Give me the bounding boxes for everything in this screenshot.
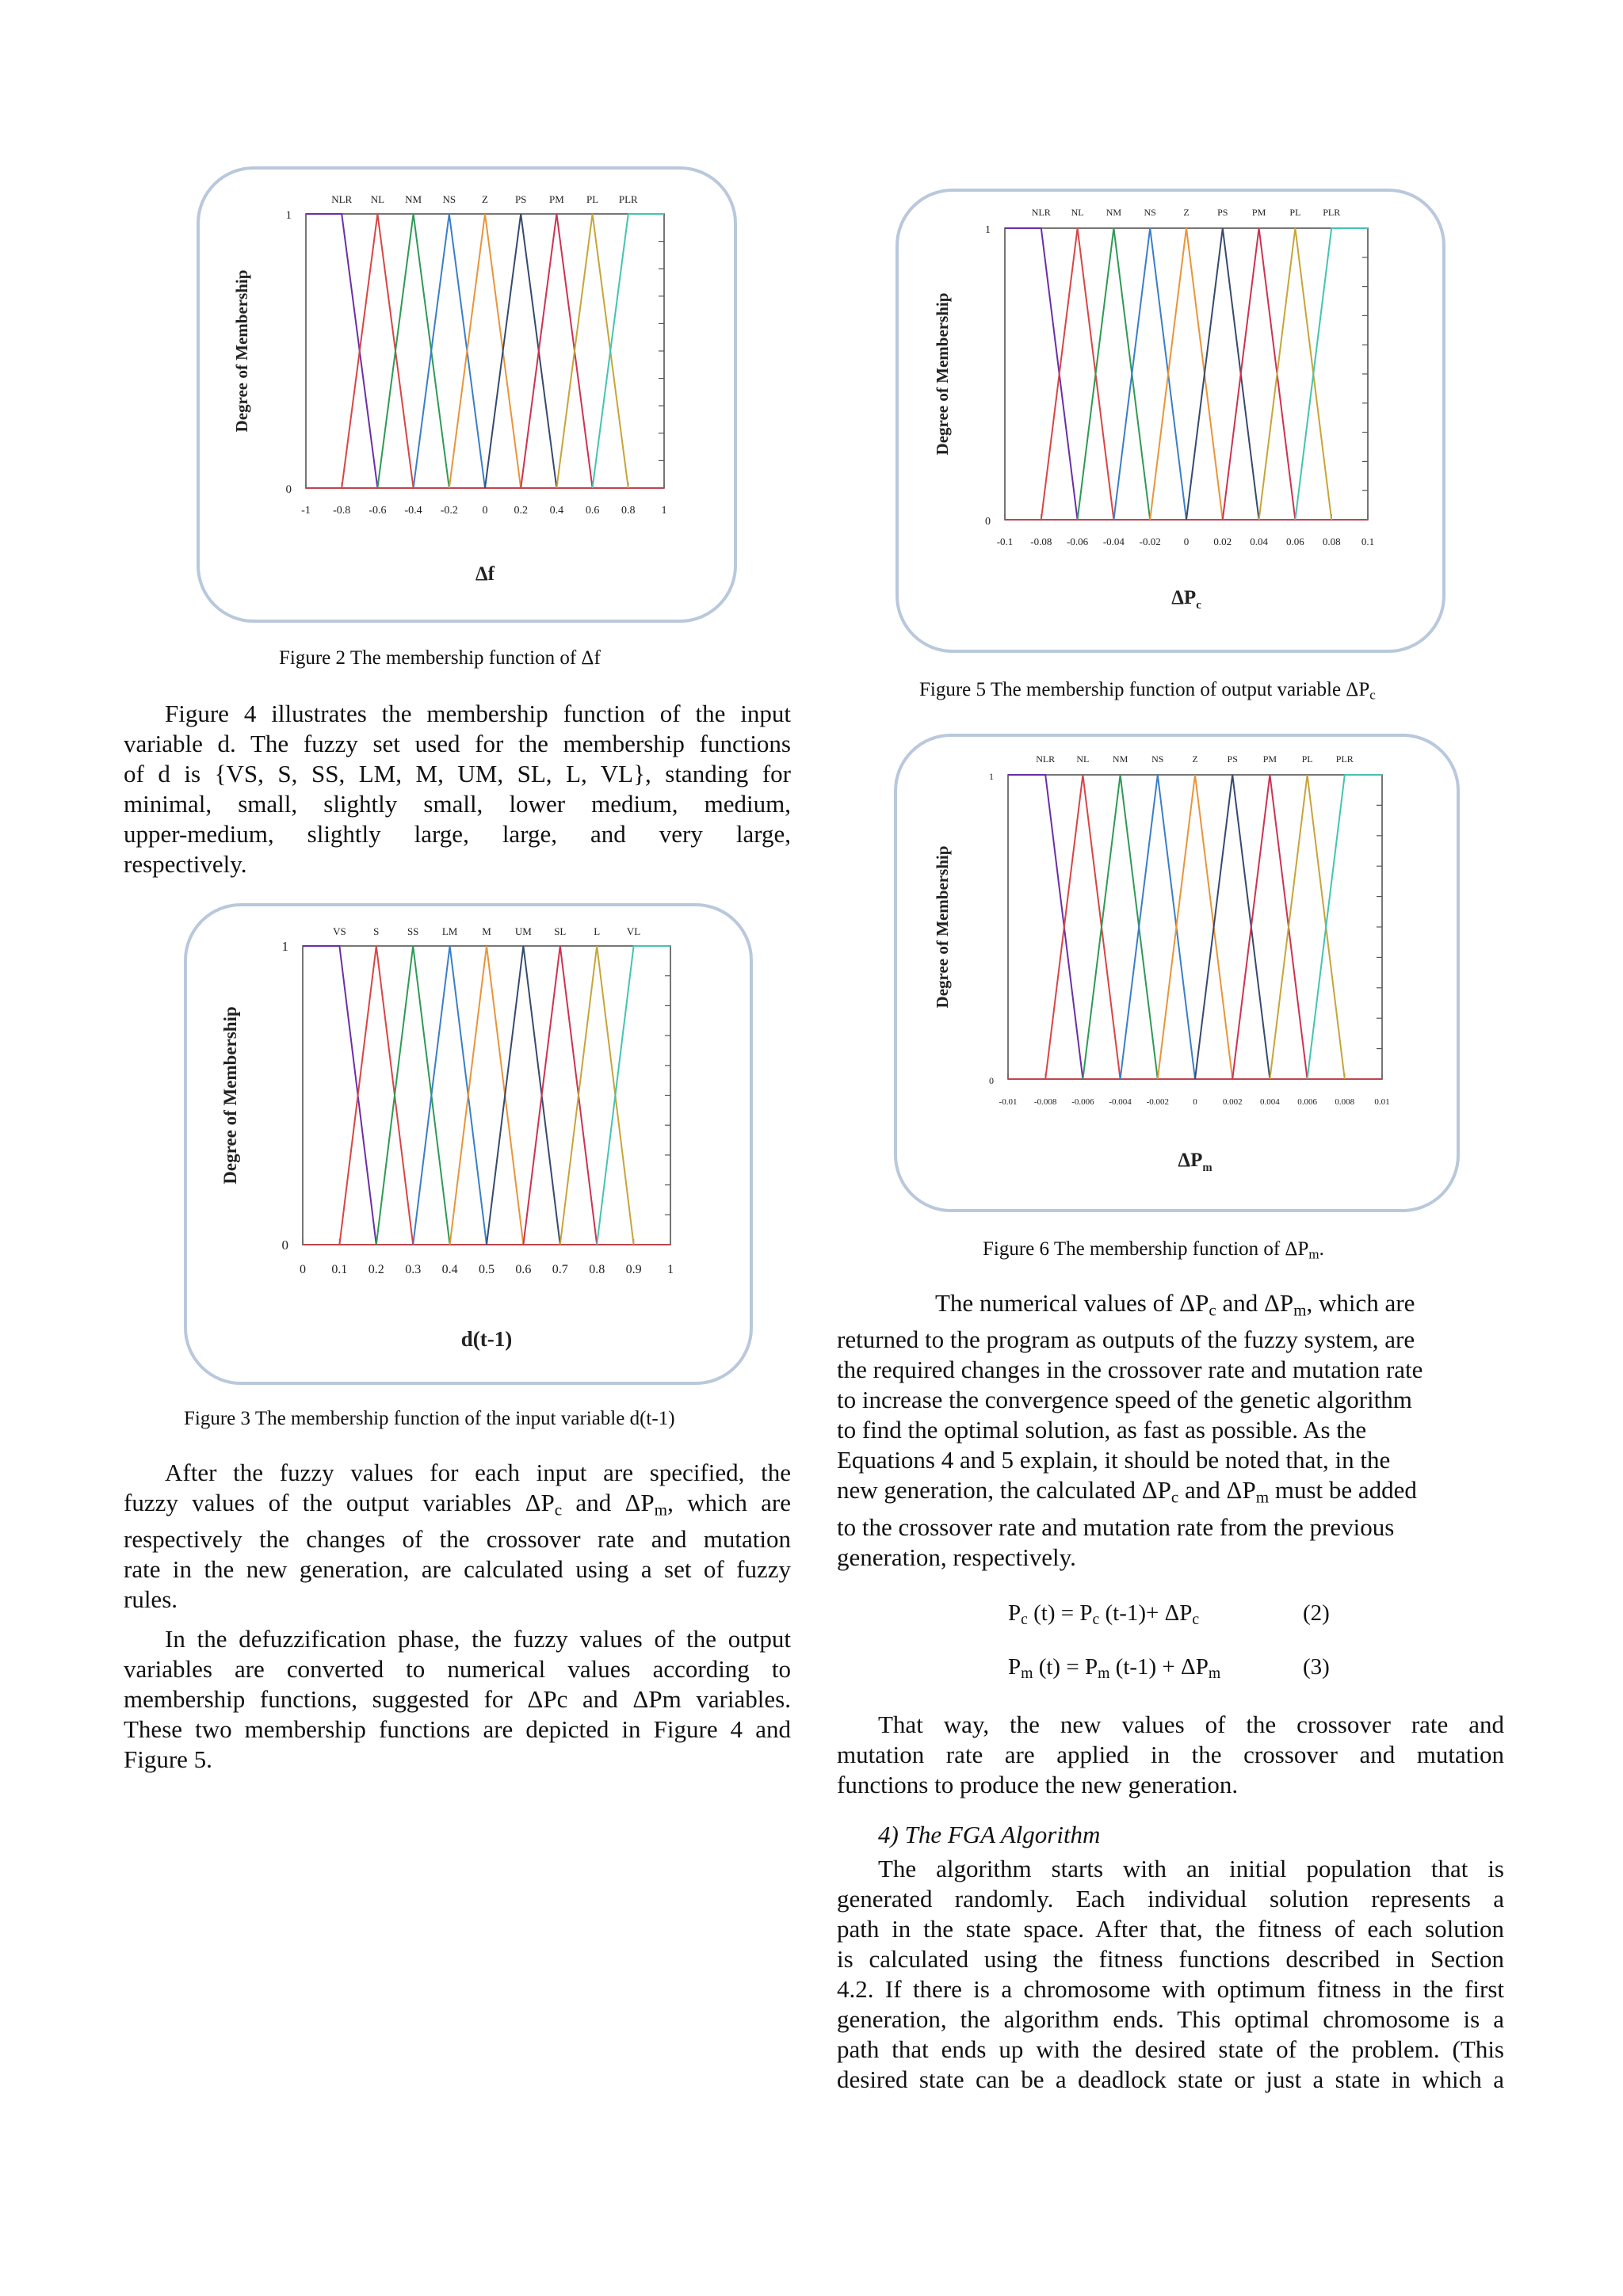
x-tick-label: 0 — [1183, 536, 1190, 547]
membership-line-nm — [1078, 228, 1151, 520]
text-line: Equations 4 and 5 explain, it should be noted that, in the — [837, 1446, 1391, 1474]
membership-line-pm — [1232, 775, 1307, 1079]
membership-line-nlr — [1005, 228, 1078, 520]
x-tick-label: 0.8 — [621, 505, 636, 517]
paragraph-figure-4 — [124, 699, 791, 879]
y-tick-label: 1 — [281, 939, 288, 954]
x-tick-label: 0.04 — [1250, 536, 1268, 547]
x-tick-label: 0.06 — [1286, 536, 1304, 547]
set-label-nl: NL — [1076, 753, 1090, 765]
x-tick-label: 0 — [482, 505, 488, 517]
set-label-plr: PLR — [618, 193, 638, 205]
text-line: mutation rate are applied in the crossover and mutation — [837, 1741, 1504, 1768]
text-line: returned to the program as outputs of the fuzzy system, are — [837, 1325, 1415, 1354]
set-label-s: S — [373, 925, 380, 937]
set-label-pl: PL — [1301, 753, 1313, 765]
equation-3: $P_m$ $(t) = P_m$ $(t-1) + \Delta P_m$ — [1008, 1654, 1221, 1682]
membership-line-nlr — [1008, 775, 1083, 1079]
set-label-pm: PM — [1251, 207, 1266, 218]
set-label-ns: NS — [442, 193, 456, 205]
membership-line-l — [560, 946, 634, 1245]
set-label-pl: PL — [1289, 207, 1301, 218]
x-tick-label: -0.002 — [1146, 1097, 1170, 1107]
membership-line-ss — [376, 946, 450, 1245]
paragraph-after-fuzzy — [124, 1458, 791, 1615]
membership-line-pl — [1270, 775, 1344, 1079]
text-line: The numerical values of $\Delta P_c$ and $\Delta P_m$, which are — [935, 1289, 1415, 1320]
y-tick-label: 0 — [285, 483, 292, 496]
x-tick-label: 0.4 — [441, 1263, 458, 1276]
text-line: variable d. The fuzzy set used for the membership functions — [124, 730, 791, 757]
x-tick-label: 0 — [300, 1263, 306, 1276]
figure-5-panel — [896, 189, 1445, 653]
x-tick-label: -0.04 — [1102, 536, 1125, 547]
text-line: respectively the changes of the crossover rate and mutation — [124, 1525, 791, 1554]
x-tick-label: 0.02 — [1213, 536, 1232, 547]
membership-line-nm — [1083, 775, 1157, 1079]
x-tick-label: 0.2 — [368, 1263, 384, 1276]
membership-line-z — [1150, 228, 1223, 520]
membership-line-z — [449, 214, 521, 488]
set-label-ps: PS — [1227, 753, 1238, 765]
membership-line-ps — [1195, 775, 1270, 1079]
membership-line-ns — [414, 214, 485, 488]
x-tick-label: -0.8 — [333, 505, 351, 517]
section-heading-fga: 4) The FGA Algorithm — [878, 1821, 1101, 1848]
set-label-ns: NS — [1151, 753, 1164, 765]
y-axis-label: Degree of Membership — [232, 269, 251, 433]
membership-line-nl — [1041, 228, 1114, 520]
membership-line-pm — [1223, 228, 1296, 520]
text-line: new generation, the calculated $\Delta P_c$ and $\Delta P_m$ must be added — [837, 1476, 1417, 1507]
text-line: minimal, small, slightly small, lower medium, medium, — [124, 790, 791, 818]
membership-line-pl — [1259, 228, 1332, 520]
text-line: functions to produce the new generation. — [837, 1771, 1239, 1798]
y-tick-label: 1 — [985, 224, 991, 236]
text-line: generation, respectively. — [837, 1543, 1076, 1571]
set-label-plr: PLR — [1335, 753, 1354, 765]
set-label-lm: LM — [441, 925, 458, 937]
set-label-nm: NM — [1106, 207, 1122, 218]
membership-line-nm — [377, 214, 449, 488]
paragraph-that-way — [837, 1710, 1504, 1800]
text-line: That way, the new values of the crossover rate and — [878, 1711, 1504, 1738]
y-tick-label: 0 — [989, 1075, 994, 1086]
x-tick-label: 0 — [1193, 1097, 1197, 1107]
set-label-sl: SL — [554, 925, 567, 937]
y-tick-label: 0 — [985, 516, 991, 528]
x-tick-label: 0.1 — [331, 1263, 348, 1276]
x-tick-label: 0.01 — [1374, 1097, 1390, 1107]
set-label-nl: NL — [1071, 207, 1084, 218]
figure-6-caption: Figure 6 The membership function of $\Delta P_m$. — [983, 1238, 1324, 1262]
membership-line-m — [450, 946, 524, 1245]
x-tick-label: 0.008 — [1335, 1097, 1355, 1107]
x-tick-label: -0.1 — [996, 536, 1014, 547]
text-line: These two membership functions are depicted in Figure 4 and — [124, 1715, 791, 1743]
text-line: fuzzy values of the output variables $\Delta P_c$ and $\Delta P_m$, which are — [124, 1489, 792, 1520]
set-label-m: M — [482, 925, 491, 937]
text-line: to increase the convergence speed of the genetic algorithm — [837, 1386, 1412, 1414]
x-tick-label: -0.4 — [404, 505, 422, 517]
x-tick-label: 1 — [661, 505, 667, 517]
text-line: Figure 4 illustrates the membership function of the input — [165, 700, 791, 727]
figure-3-caption: Figure 3 The membership function of the input variable d(t-1) — [184, 1408, 675, 1429]
set-label-ps: PS — [514, 193, 527, 205]
x-tick-label: -0.004 — [1109, 1097, 1132, 1107]
figure-6-chart — [897, 737, 1457, 1209]
text-line: respectively. — [124, 850, 247, 878]
set-label-nm: NM — [405, 193, 422, 205]
figure-5-caption: Figure 5 The membership function of output variable $\Delta P_c$ — [919, 679, 1376, 703]
text-line: variables are converted to numerical values according to — [124, 1655, 791, 1683]
figure-2-chart — [200, 170, 734, 620]
set-label-nm: NM — [1112, 753, 1128, 765]
x-tick-label: -0.08 — [1030, 536, 1052, 547]
text-line: to find the optimal solution, as fast as possible. As the — [837, 1416, 1367, 1444]
y-axis-label: Degree of Membership — [220, 1006, 240, 1184]
set-label-nlr: NLR — [1036, 753, 1056, 765]
x-tick-label: -0.02 — [1139, 536, 1161, 547]
text-line: desired state can be a deadlock state or just a state in which a — [837, 2065, 1504, 2093]
figure-2-panel — [197, 166, 737, 623]
equation-3-number: (3) — [1303, 1654, 1330, 1680]
x-tick-label: 0.4 — [549, 505, 564, 517]
x-tick-label: 0.004 — [1260, 1097, 1280, 1107]
equation-2: $P_c$ $(t) = P_c$ $(t-1)+ \Delta P_c$ — [1008, 1600, 1200, 1628]
y-axis-label: Degree of Membership — [933, 845, 952, 1009]
text-line: generated randomly. Each individual solution represents a — [837, 1885, 1504, 1913]
x-tick-label: 0.9 — [625, 1263, 642, 1276]
set-label-z: Z — [1183, 207, 1190, 218]
text-line: upper-medium, slightly large, large, and very large, — [124, 820, 791, 848]
set-label-um: UM — [514, 925, 532, 937]
membership-line-ns — [1121, 775, 1195, 1079]
paragraph-defuzzification — [124, 1624, 791, 1775]
set-label-z: Z — [1192, 753, 1198, 765]
x-axis-label: d(t-1) — [460, 1327, 513, 1351]
x-tick-label: -0.6 — [369, 505, 387, 517]
text-line: In the defuzzification phase, the fuzzy values of the output — [165, 1625, 791, 1653]
membership-line-sl — [523, 946, 597, 1245]
text-line: rate in the new generation, are calculated using a set of fuzzy — [124, 1555, 791, 1584]
paragraph-algorithm — [837, 1854, 1504, 2095]
membership-line-plr — [1308, 775, 1382, 1079]
membership-line-nl — [342, 214, 413, 488]
text-line: Figure 5. — [124, 1745, 212, 1773]
text-line: the required changes in the crossover rate and mutation rate — [837, 1356, 1423, 1384]
text-line: path in the state space. After that, the fitness of each solution — [837, 1915, 1504, 1943]
x-axis-label: Δf — [475, 563, 495, 585]
equation-2-number: (2) — [1303, 1600, 1330, 1626]
set-label-ps: PS — [1217, 207, 1228, 218]
set-label-vs: VS — [333, 925, 346, 937]
y-tick-label: 1 — [989, 771, 994, 782]
x-tick-label: 0.08 — [1322, 536, 1341, 547]
y-tick-label: 1 — [285, 209, 292, 222]
membership-line-um — [487, 946, 560, 1245]
text-line: of d is {VS, S, SS, LM, M, UM, SL, L, VL}, standing for — [124, 760, 791, 788]
set-label-nlr: NLR — [331, 193, 353, 205]
set-label-plr: PLR — [1323, 207, 1341, 218]
membership-line-pl — [556, 214, 628, 488]
text-line: 4.2. If there is a chromosome with optimum fitness in the first — [837, 1975, 1504, 2003]
x-axis-label: $\Delta P_c$ — [1171, 587, 1201, 612]
membership-line-plr — [1295, 228, 1368, 520]
y-tick-label: 0 — [281, 1238, 288, 1253]
x-axis-label: $\Delta P_m$ — [1178, 1150, 1212, 1174]
set-label-pm: PM — [549, 193, 564, 205]
text-line: membership functions, suggested for ΔPc and ΔPm variables. — [124, 1685, 791, 1713]
figure-6-panel — [894, 734, 1460, 1212]
x-tick-label: 0.6 — [515, 1263, 532, 1276]
x-tick-label: -0.2 — [440, 505, 458, 517]
membership-line-ps — [1186, 228, 1259, 520]
x-tick-label: 0.2 — [514, 505, 528, 517]
membership-line-ns — [1113, 228, 1186, 520]
x-tick-label: -0.01 — [999, 1097, 1018, 1107]
membership-line-ps — [485, 214, 556, 488]
set-label-ns: NS — [1144, 207, 1156, 218]
set-label-z: Z — [482, 193, 488, 205]
membership-line-s — [339, 946, 413, 1245]
figure-5-chart — [899, 192, 1442, 650]
text-line: generation, the algorithm ends. This optimal chromosome is a — [837, 2005, 1504, 2033]
text-line: path that ends up with the desired state of the problem. (This — [837, 2035, 1504, 2063]
x-tick-label: 0.8 — [589, 1263, 605, 1276]
x-tick-label: 0.006 — [1297, 1097, 1317, 1107]
x-tick-label: -0.006 — [1071, 1097, 1094, 1107]
y-axis-label: Degree of Membership — [933, 292, 952, 456]
membership-line-plr — [593, 214, 664, 488]
membership-line-z — [1158, 775, 1232, 1079]
text-line: rules. — [124, 1585, 178, 1614]
set-label-ss: SS — [407, 925, 419, 937]
membership-line-lm — [413, 946, 487, 1245]
x-tick-label: 0.7 — [552, 1263, 568, 1276]
x-tick-label: 1 — [667, 1263, 674, 1276]
text-line: After the fuzzy values for each input are specified, the — [165, 1459, 791, 1486]
set-label-l: L — [594, 925, 601, 937]
x-tick-label: 0.1 — [1361, 536, 1375, 547]
x-tick-label: 0.3 — [405, 1263, 422, 1276]
x-tick-label: -1 — [301, 505, 311, 517]
set-label-nl: NL — [370, 193, 385, 205]
text-line: is calculated using the fitness functions described in Section — [837, 1945, 1504, 1973]
x-tick-label: 0.002 — [1222, 1097, 1243, 1107]
text-line: to the crossover rate and mutation rate from the previous — [837, 1512, 1395, 1541]
text-line: The algorithm starts with an initial population that is — [878, 1855, 1504, 1882]
set-label-pm: PM — [1262, 753, 1277, 765]
set-label-pl: PL — [586, 193, 599, 205]
membership-line-vl — [597, 946, 670, 1245]
set-label-nlr: NLR — [1031, 207, 1051, 218]
x-tick-label: -0.008 — [1033, 1097, 1057, 1107]
x-tick-label: -0.06 — [1067, 536, 1089, 547]
figure-3-panel — [184, 903, 753, 1385]
figure-3-chart — [187, 906, 750, 1382]
figure-2-caption: Figure 2 The membership function of Δf — [279, 647, 601, 669]
membership-line-nlr — [306, 214, 377, 488]
x-tick-label: 0.6 — [585, 505, 600, 517]
membership-line-nl — [1045, 775, 1120, 1079]
x-tick-label: 0.5 — [479, 1263, 495, 1276]
membership-line-vs — [303, 946, 376, 1245]
set-label-vl: VL — [626, 925, 641, 937]
paragraph-numerical-values — [837, 1288, 1495, 1573]
membership-line-pm — [521, 214, 592, 488]
